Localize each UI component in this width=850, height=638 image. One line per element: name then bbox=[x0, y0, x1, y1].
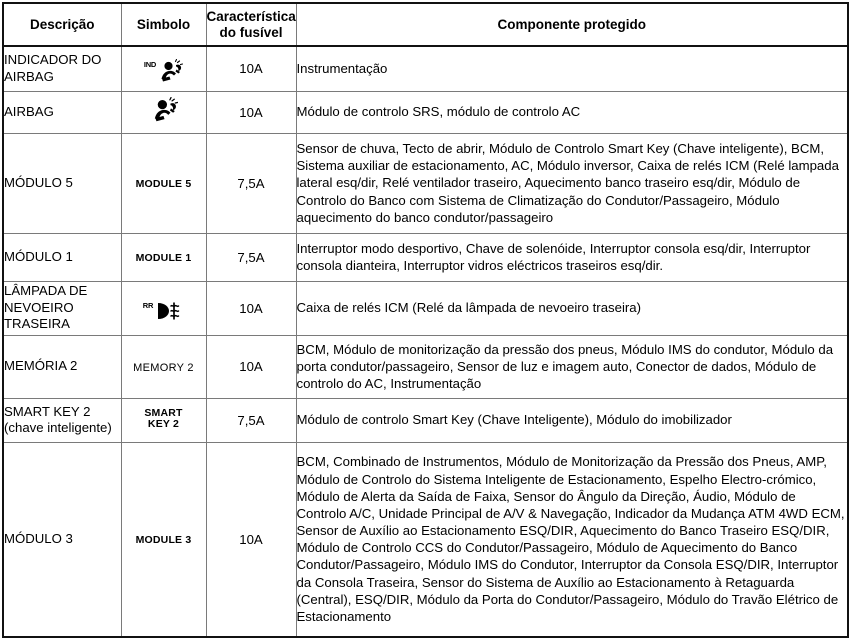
column-header-fuse-rating bbox=[206, 3, 296, 46]
cell-symbol bbox=[121, 46, 206, 91]
cell-description: MEMÓRIA 2 bbox=[3, 335, 121, 398]
cell-fuse-rating: 7,5A bbox=[206, 133, 296, 233]
cell-symbol bbox=[121, 335, 206, 398]
symbol-text: MODULE 5 bbox=[135, 178, 192, 190]
column-header-description: Descrição bbox=[3, 3, 121, 46]
symbol-text-line1: SMART bbox=[144, 406, 183, 419]
cell-symbol bbox=[121, 133, 206, 233]
airbag-indicator-icon bbox=[144, 59, 183, 83]
cell-fuse-rating: 10A bbox=[206, 442, 296, 637]
table-row bbox=[3, 442, 848, 637]
cell-description: AIRBAG bbox=[3, 91, 121, 133]
cell-symbol bbox=[121, 398, 206, 442]
cell-description: LÂMPADA DE NEVOEIRO TRASEIRA bbox=[3, 281, 121, 335]
cell-symbol bbox=[121, 281, 206, 335]
column-header-protected-component: Componente protegido bbox=[296, 3, 848, 46]
symbol-text: MEMORY 2 bbox=[133, 361, 194, 374]
cell-protected-component: Módulo de controlo Smart Key (Chave Inteligente), Módulo do imobilizador bbox=[296, 398, 848, 442]
table-row bbox=[3, 233, 848, 281]
table-row bbox=[3, 91, 848, 133]
cell-description bbox=[3, 398, 121, 442]
cell-fuse-rating: 10A bbox=[206, 335, 296, 398]
cell-description: INDICADOR DO AIRBAG bbox=[3, 46, 121, 91]
cell-protected-component: BCM, Módulo de monitorização da pressão dos pneus, Módulo IMS do condutor, Módulo da porta condutor/passageiro, Sensor de luz e imagem auto, Conector de dados, Módulo de controlo do AC, Instrumentação bbox=[296, 335, 848, 398]
cell-symbol bbox=[121, 91, 206, 133]
table-row bbox=[3, 133, 848, 233]
cell-description: MÓDULO 1 bbox=[3, 233, 121, 281]
table-header-row bbox=[3, 3, 848, 46]
cell-fuse-rating: 7,5A bbox=[206, 233, 296, 281]
cell-protected-component: Interruptor modo desportivo, Chave de solenóide, Interruptor consola esq/dir, Interruptor consola dianteira, Interruptor vidros eléctricos traseiros esq/dir. bbox=[296, 233, 848, 281]
symbol-text bbox=[144, 408, 182, 432]
cell-protected-component: Instrumentação bbox=[296, 46, 848, 91]
column-header-symbol: Simbolo bbox=[121, 3, 206, 46]
cell-fuse-rating: 10A bbox=[206, 281, 296, 335]
airbag-indicator-icon-label: IND bbox=[143, 60, 157, 70]
table-body bbox=[3, 46, 848, 637]
rear-fog-lamp-icon bbox=[143, 300, 184, 322]
table-row bbox=[3, 281, 848, 335]
cell-fuse-rating: 7,5A bbox=[206, 398, 296, 442]
cell-description-line1: SMART KEY 2 bbox=[4, 403, 91, 419]
rear-fog-lamp-icon-label: RR bbox=[142, 300, 154, 310]
cell-symbol bbox=[121, 442, 206, 637]
cell-protected-component: BCM, Combinado de Instrumentos, Módulo de Monitorização da Pressão dos Pneus, AMP, Módulo de Controlo do Sistema Inteligente de Estacionamento, Espelho Electro-crómico, Módulo de Alerta da Saída de Faixa, Sensor do Ângulo da Direção, Áudio, Módulo de Controlo A/C, Unidade Principal de A/V & Navegação, Indicador da Mudança ATM 4WD ECM, Sensor de Auxílio ao Estacionamento ESQ/DIR, Aquecimento do Banco Traseiro ESQ/DIR, Módulo de Controlo CCS do Condutor/Passageiro, Módulo de Aquecimento do Banco Condutor/Passageiro, Módulo IMS do Condutor, Interruptor da Consola ESQ/DIR, Interruptor da Consola Traseira, Sensor do Sistema de Auxílio ao Estacionamento à Retaguarda (Central), ESQ/DIR, Módulo da Porta do Condutor/Passageiro, Módulo do Travão Elétrico de Estacionamento bbox=[296, 442, 848, 637]
cell-fuse-rating: 10A bbox=[206, 91, 296, 133]
cell-protected-component: Módulo de controlo SRS, módulo de controlo AC bbox=[296, 91, 848, 133]
symbol-text: MODULE 1 bbox=[135, 252, 192, 264]
symbol-text: MODULE 3 bbox=[135, 534, 192, 547]
column-header-fuse-rating-line2: do fusível bbox=[219, 24, 283, 40]
table-row bbox=[3, 46, 848, 91]
cell-symbol bbox=[121, 233, 206, 281]
table-row bbox=[3, 398, 848, 442]
cell-description: MÓDULO 3 bbox=[3, 442, 121, 637]
cell-protected-component: Caixa de relés ICM (Relé da lâmpada de nevoeiro traseira) bbox=[296, 281, 848, 335]
table-row bbox=[3, 335, 848, 398]
airbag-icon bbox=[150, 97, 178, 123]
column-header-fuse-rating-line1: Característica bbox=[206, 8, 296, 24]
fuse-specification-table bbox=[2, 2, 849, 638]
symbol-text-line2: KEY 2 bbox=[147, 418, 180, 431]
table-header bbox=[3, 3, 848, 46]
cell-description: MÓDULO 5 bbox=[3, 133, 121, 233]
cell-fuse-rating: 10A bbox=[206, 46, 296, 91]
cell-protected-component: Sensor de chuva, Tecto de abrir, Módulo de Controlo Smart Key (Chave inteligente), BCM, Sistema auxiliar de estacionamento, AC, Módulo inversor, Caixa de relés ICM (Relé lampada lateral esq/dir, Relé ventilador traseiro, Aquecimento banco traseiro esq/dir, Módulo de Controlo do Banco com Sistema de Climatização do Condutor/Passageiro, Módulo aquecimento do banco condutor/passageiro bbox=[296, 133, 848, 233]
cell-description-line2: (chave inteligente) bbox=[4, 420, 112, 435]
